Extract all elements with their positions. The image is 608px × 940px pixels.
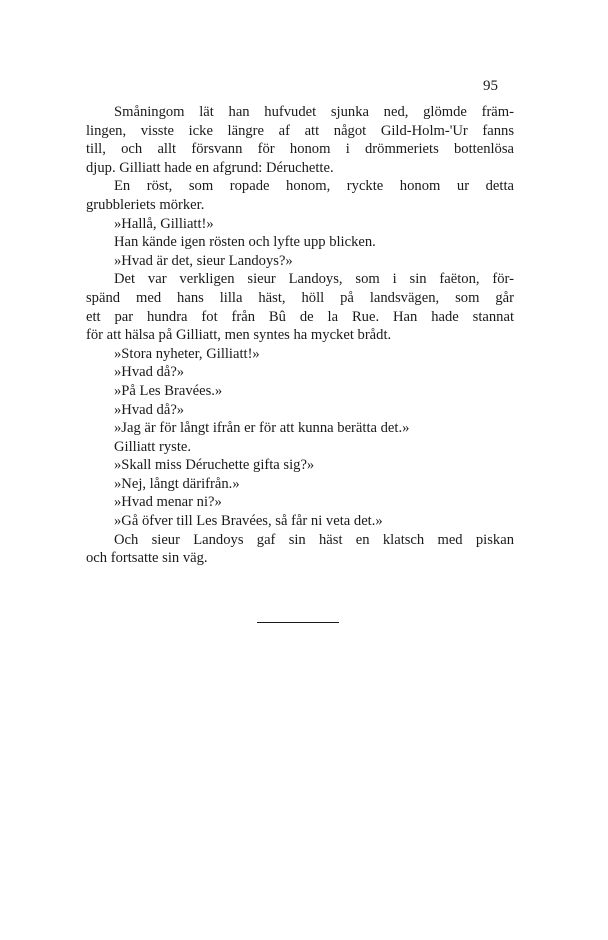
page-number: 95 <box>483 78 498 94</box>
text-line: Småningom lät han hufvudet sjunka ned, glömde främ- <box>114 104 514 120</box>
text-line: Och sieur Landoys gaf sin häst en klatsch med piskan <box>114 531 514 548</box>
text-line: Han kände igen rösten och lyfte upp blicken. <box>114 234 376 251</box>
text-line: »På Les Bravées.» <box>114 382 223 399</box>
text-line: »Hvad då?» <box>114 401 185 418</box>
body-text <box>86 103 514 568</box>
text-line: ett par hundra fot från Bû de la Rue. Han hade stannat <box>86 308 514 325</box>
end-rule <box>257 622 339 623</box>
text-line: lingen, visste icke längre af att något Gild-Holm-'Ur fanns <box>86 122 514 139</box>
text-line: djup. Gilliatt hade en afgrund: Déruchette. <box>86 159 334 176</box>
text-line: »Jag är för långt ifrån er för att kunna berätta det.» <box>114 420 410 437</box>
text-line: »Hallå, Gilliatt!» <box>114 215 214 232</box>
text-line: »Hvad då?» <box>114 364 185 381</box>
text-line: Det var verkligen sieur Landoys, som i sin faëton, för- <box>114 271 514 288</box>
text-line: »Hvad är det, sieur Landoys?» <box>114 252 293 269</box>
text-line: En röst, som ropade honom, ryckte honom ur detta <box>114 178 514 195</box>
text-line: Gilliatt ryste. <box>114 438 192 455</box>
text-line: för att hälsa på Gilliatt, men syntes ha mycket brådt. <box>86 327 392 344</box>
text-line: »Nej, långt därifrån.» <box>114 475 240 492</box>
text-line: »Hvad menar ni?» <box>114 494 222 511</box>
text-line: till, och allt försvann för honom i drömmeriets bottenlösa <box>86 141 514 158</box>
text-line: grubbleriets mörker. <box>86 196 205 213</box>
text-line: och fortsatte sin väg. <box>86 550 208 567</box>
text-line: »Stora nyheter, Gilliatt!» <box>114 345 260 362</box>
text-line: spänd med hans lilla häst, höll på landsvägen, som går <box>86 289 514 306</box>
text-line: »Gå öfver till Les Bravées, så får ni veta det.» <box>114 513 383 530</box>
text-line: »Skall miss Déruchette gifta sig?» <box>114 457 315 474</box>
